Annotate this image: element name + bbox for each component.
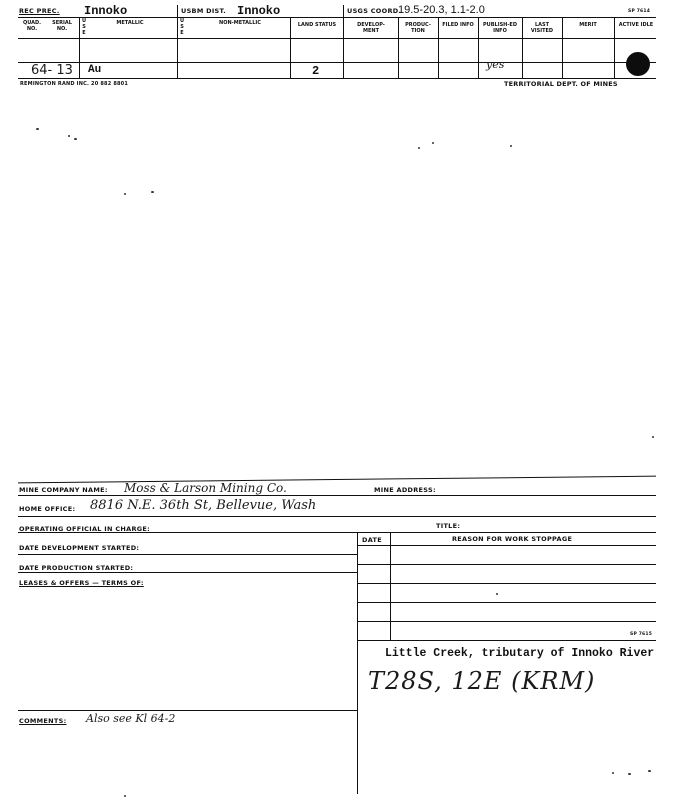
col-use-nonmetallic: U S E (179, 18, 185, 36)
form-code-top: SP 7614 (628, 9, 651, 14)
col-published-info: PUBLISH-ED INFO (482, 22, 517, 34)
footer-left-text: REMINGTON RAND INC. 20 882 8801 (20, 81, 129, 87)
comments-label: COMMENTS: (19, 717, 67, 725)
col-last-visited: LAST VISITED (530, 22, 554, 34)
col-non-metallic: NON-METALLIC (219, 20, 261, 26)
township-handwritten-note: T28S, 12E (KRM) (368, 667, 596, 695)
record-quad-serial: 64- 13 (31, 63, 73, 78)
operating-official-label: OPERATING OFFICIAL IN CHARGE: (19, 525, 151, 533)
location-typed-note: Little Creek, tributary of Innoko River (385, 647, 655, 660)
leases-label: LEASES & OFFERS — TERMS OF: (19, 579, 144, 587)
usgs-coord-value: 19.5-20.3, 1.1-2.0 (398, 4, 485, 16)
rec-prec-value: Innoko (84, 4, 128, 18)
col-production: PRODUC-TION (405, 22, 431, 34)
mine-address-label: MINE ADDRESS: (374, 486, 436, 494)
stoppage-reason-label: REASON FOR WORK STOPPAGE (452, 535, 573, 543)
rec-prec-label: REC PREC. (19, 7, 60, 15)
footer-right-text: TERRITORIAL DEPT. OF MINES (504, 80, 618, 88)
col-merit: MERIT (579, 22, 597, 28)
title-label: TITLE: (436, 522, 461, 530)
col-active-idle: ACTIVE IDLE (618, 22, 654, 28)
col-land-status: LAND STATUS (297, 22, 337, 28)
col-use-metallic: U S E (81, 18, 87, 36)
usbm-dist-value: Innoko (237, 4, 281, 18)
record-published-info: yes (486, 58, 505, 71)
home-office-value: 8816 N.E. 36th St, Bellevue, Wash (90, 498, 317, 513)
stoppage-form-code: SP 7615 (630, 632, 653, 637)
home-office-label: HOME OFFICE: (19, 505, 76, 513)
col-quad-no: QUAD. NO. (22, 20, 42, 32)
date-development-label: DATE DEVELOPMENT STARTED: (19, 544, 140, 552)
mine-company-value: Moss & Larson Mining Co. (124, 481, 287, 495)
comments-value: Also see Kl 64-2 (86, 712, 176, 725)
record-metallic: Au (88, 64, 102, 76)
date-production-label: DATE PRODUCTION STARTED: (19, 564, 134, 572)
record-land-status: 2 (312, 64, 320, 78)
col-metallic: METALLIC (116, 20, 144, 26)
usgs-coord-label: USGS COORD. (347, 7, 402, 15)
stoppage-date-label: DATE (362, 536, 382, 544)
mine-company-label: MINE COMPANY NAME: (19, 486, 108, 494)
col-filed-info: FILED INFO (442, 22, 474, 28)
usbm-dist-label: USBM DIST. (181, 7, 227, 15)
active-idle-mark (626, 52, 650, 76)
col-development: DEVELOP-MENT (357, 22, 385, 34)
col-serial-no: SERIAL NO. (52, 20, 72, 32)
